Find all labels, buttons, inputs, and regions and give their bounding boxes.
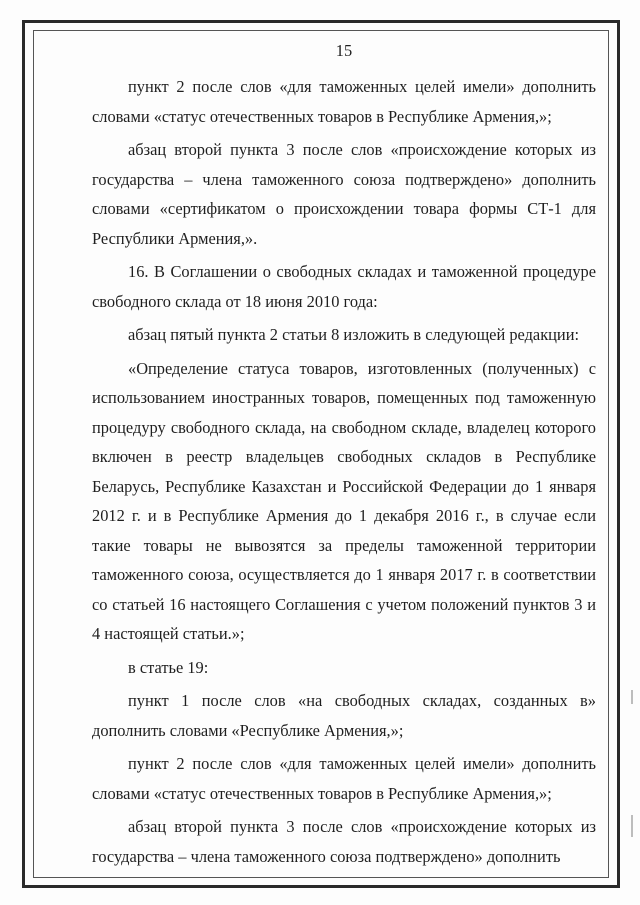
- paragraph-6: в статье 19:: [128, 657, 209, 677]
- paragraph-3: 16. В Соглашении о свободных складах и таможенной процедуре свободного склада от 18 июня 2010 года:: [92, 262, 596, 311]
- paragraph-2: абзац второй пункта 3 после слов «происхождение которых из государства – члена таможенного союза подтверждено» дополнить словами «сертификатом о происхождении товара формы СТ-1 для Республики Армения,».: [92, 140, 596, 248]
- paragraph-1: пункт 2 после слов «для таможенных целей имели» дополнить словами «статус отечественных товаров в Республике Армения,»;: [92, 77, 596, 126]
- paragraph-7: пункт 1 после слов «на свободных складах, созданных в» дополнить словами «Республике Армения,»;: [92, 691, 596, 740]
- paragraph-5: «Определение статуса товаров, изготовленных (полученных) с использованием иностранных товаров, помещенных под таможенную процедуру свободного склада, на свободном складе, владелец которого включен в реестр владельцев свободных складов в Республике Беларусь, Республике Казахстан и Российской Федерации до 1 января 2012 г. и в Республике Армения до 1 декабря 2016 г., в случае если такие товары не вывозятся за пределы таможенной территории таможенного союза, осуществляется до 1 января 2017 г. в соответствии со статьей 16 настоящего Соглашения с учетом положений пунктов 3 и 4 настоящей статьи.»;: [92, 358, 596, 643]
- scan-artifact: [631, 815, 633, 837]
- document-body: [92, 36, 596, 871]
- paragraph-4: абзац пятый пункта 2 статьи 8 изложить в следующей редакции:: [128, 325, 580, 344]
- page-number: 15: [335, 41, 353, 60]
- paragraph-8: пункт 2 после слов «для таможенных целей имели» дополнить словами «статус отечественных товаров в Республике Армения,»;: [92, 754, 596, 803]
- scan-artifact: [631, 690, 633, 704]
- paragraph-9: абзац второй пункта 3 после слов «происхождение которых из государства – члена таможенного союза подтверждено» дополнить: [92, 817, 596, 866]
